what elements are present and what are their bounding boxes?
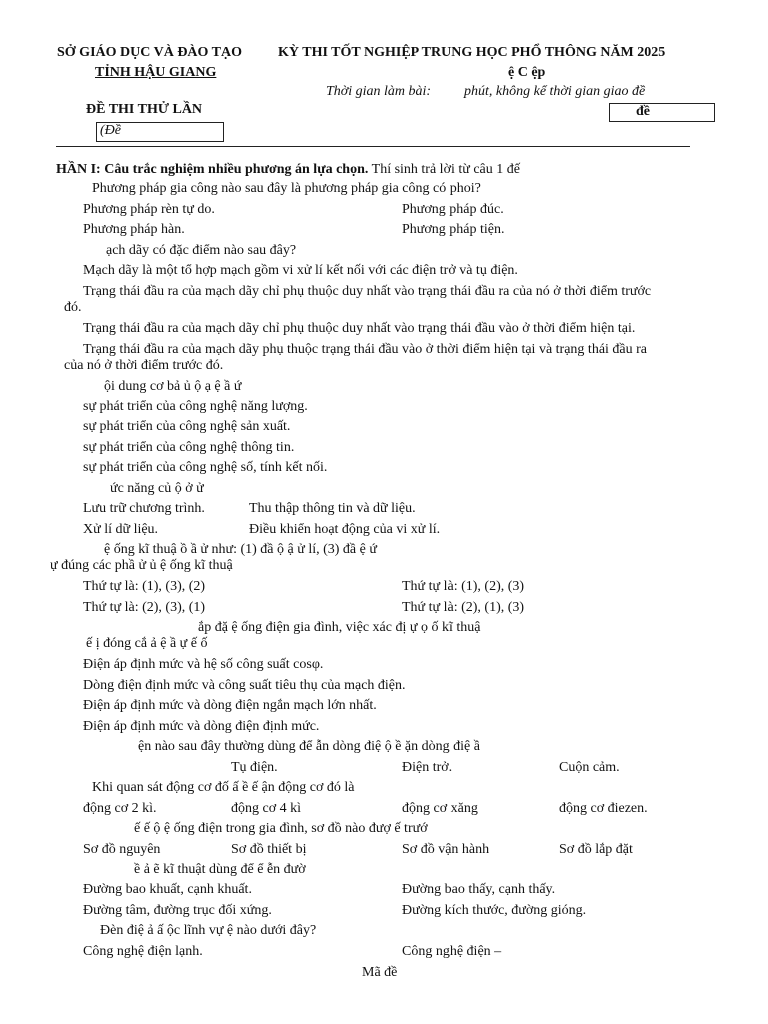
exam-note-text: (Đề (100, 123, 121, 138)
option-1d: Phương pháp tiện. (402, 222, 505, 237)
option-8b: động cơ 4 kì (231, 801, 302, 816)
option-2d-cont: của nó ở thời điểm trước đó. (64, 358, 224, 373)
option-7d: Cuộn cảm. (559, 760, 620, 775)
subject-line: ệ C ệp (508, 65, 546, 80)
option-4a: Lưu trữ chương trình. (83, 501, 205, 516)
question-7: ện nào sau đây thường dùng để ẫn dòng điệ ộ ề ặn dòng điệ ầ (138, 739, 480, 754)
question-11: Đèn điệ ả ấ ộc lĩnh vự ệ nào dưới đây? (100, 923, 317, 938)
option-3a: sự phát triển của công nghệ năng lượng. (83, 399, 308, 414)
option-2b: Trạng thái đầu ra của mạch dãy chỉ phụ thuộc duy nhất vào trạng thái đầu ra của nó ở thời điểm trước (83, 284, 652, 299)
option-9a: Sơ đồ nguyên (83, 842, 161, 857)
section-title (56, 162, 520, 178)
question-1: Phương pháp gia công nào sau đây là phương pháp gia công có phoi? (92, 181, 481, 196)
question-6-cont: ế ị đóng cắ ả ệ ầ ự ế ố (86, 636, 208, 651)
option-3c: sự phát triển của công nghệ thông tin. (83, 440, 295, 455)
option-2d: Trạng thái đầu ra của mạch dãy phụ thuộc trạng thái đầu vào ở thời điểm hiện tại và trạng thái đầu ra (83, 342, 648, 357)
option-6d: Điện áp định mức và dòng điện định mức. (83, 719, 320, 734)
time-text: phút, không kể thời gian giao đề (464, 84, 646, 99)
question-3: ội dung cơ bả ủ ộ ạ ệ ầ ứ (104, 379, 242, 394)
section-title-rest: Thí sinh trả lời từ câu 1 đế (368, 162, 520, 177)
header-divider (56, 146, 690, 147)
question-8: Khi quan sát động cơ đố ấ ề ế ận động cơ đó là (92, 780, 355, 795)
option-6c: Điện áp định mức và dòng điện ngắn mạch lớn nhất. (83, 698, 377, 713)
option-11a: Công nghệ điện lạnh. (83, 944, 203, 959)
question-6: ắp đặ ệ ống điện gia đình, việc xác đị ự ọ ố kĩ thuậ (198, 620, 481, 635)
department-name: SỞ GIÁO DỤC VÀ ĐÀO TẠO (57, 45, 243, 60)
option-3b: sự phát triển của công nghệ sản xuất. (83, 419, 291, 434)
exam-heading: KỲ THI TỐT NGHIỆP TRUNG HỌC PHỔ THÔNG NĂM 2025 (278, 45, 666, 60)
option-2c: Trạng thái đầu ra của mạch dãy chỉ phụ thuộc duy nhất vào trạng thái đầu vào ở thời điểm hiện tại. (83, 321, 636, 336)
question-5: ệ ống kĩ thuậ ồ ầ ử như: (1) đầ ộ ậ ử lí, (3) đầ ệ ứ (104, 542, 377, 557)
exam-note-box (96, 122, 224, 142)
option-10d: Đường kích thước, đường gióng. (402, 903, 587, 918)
option-7c: Điện trở. (402, 760, 453, 775)
footer-exam-code: Mã đề (362, 965, 398, 980)
option-10c: Đường tâm, đường trục đối xứng. (83, 903, 272, 918)
option-5c: Thứ tự là: (2), (3), (1) (83, 600, 206, 615)
option-1a: Phương pháp rèn tự do. (83, 202, 215, 217)
question-10: ề ả ẽ kĩ thuật dùng để ể ễn đườ (134, 862, 306, 877)
option-8c: động cơ xăng (402, 801, 478, 816)
question-9: ế ế ộ ệ ống điện trong gia đình, sơ đồ nào đượ ế trướ (134, 821, 428, 836)
option-4b: Thu thập thông tin và dữ liệu. (249, 501, 416, 516)
option-8a: động cơ 2 kì. (83, 801, 157, 816)
option-1b: Phương pháp đúc. (402, 202, 504, 217)
option-2a: Mạch dãy là một tổ hợp mạch gồm vi xử lí kết nối với các điện trở và tụ điện. (83, 263, 518, 278)
option-6a: Điện áp định mức và hệ số công suất cosφ. (83, 657, 324, 672)
option-5a: Thứ tự là: (1), (3), (2) (83, 579, 206, 594)
question-5-cont: ự đúng các phầ ử ủ ệ ống kĩ thuậ (50, 558, 233, 573)
question-4: ức năng củ ộ ở ử (110, 481, 204, 496)
exam-code-label: đề (636, 104, 650, 119)
option-9b: Sơ đồ thiết bị (231, 842, 307, 857)
option-5b: Thứ tự là: (1), (2), (3) (402, 579, 525, 594)
option-5d: Thứ tự là: (2), (1), (3) (402, 600, 525, 615)
question-2: ạch dãy có đặc điểm nào sau đây? (106, 243, 297, 258)
option-1c: Phương pháp hàn. (83, 222, 185, 237)
exam-code-box (609, 103, 715, 122)
option-7b: Tụ điện. (231, 760, 278, 775)
option-6b: Dòng điện định mức và công suất tiêu thụ của mạch điện. (83, 678, 406, 693)
option-10b: Đường bao thấy, cạnh thấy. (402, 882, 556, 897)
time-label: Thời gian làm bài: (326, 84, 432, 99)
province-name: TỈNH HẬU GIANG (95, 65, 217, 80)
option-2b-cont: đó. (64, 300, 82, 315)
exam-title: ĐỀ THI THỬ LẦN (86, 102, 203, 117)
option-4c: Xử lí dữ liệu. (83, 522, 159, 537)
option-8d: động cơ điezen. (559, 801, 648, 816)
option-3d: sự phát triển của công nghệ số, tính kết nối. (83, 460, 328, 475)
option-9c: Sơ đồ vận hành (402, 842, 490, 857)
option-11b: Công nghệ điện – (402, 944, 502, 959)
option-10a: Đường bao khuất, cạnh khuất. (83, 882, 252, 897)
option-4d: Điều khiển hoạt động của vi xử lí. (249, 522, 441, 537)
section-title-bold: HẦN I: Câu trắc nghiệm nhiều phương án lựa chọn. (56, 162, 369, 177)
option-9d: Sơ đồ lắp đặt (559, 842, 633, 857)
